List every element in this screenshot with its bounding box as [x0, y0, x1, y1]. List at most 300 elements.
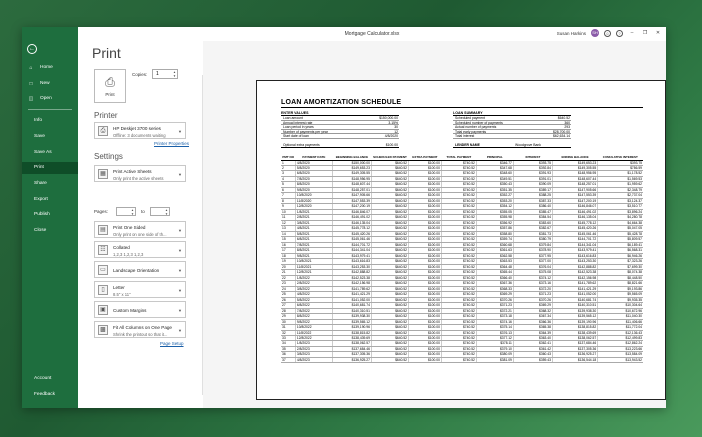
table-cell: $100.00 — [409, 209, 442, 214]
table-cell: $3,124.37 — [598, 198, 643, 203]
optional-extra-payments: Optional extra payments $100.00 — [283, 143, 398, 147]
fit-page-icon: ▩ — [98, 325, 108, 335]
table-cell: $142,523.38 — [332, 275, 371, 280]
enter-values-heading: ENTER VALUES — [281, 111, 399, 116]
table-cell: $140,310.51 — [332, 308, 371, 313]
table-cell: 2/8/2022 — [295, 281, 332, 286]
table-cell: 5/8/2020 — [295, 165, 332, 170]
column-header: PMT NO — [281, 149, 295, 160]
table-cell: $137,684.46 — [552, 341, 597, 346]
table-cell: $640.52 — [371, 264, 408, 269]
back-arrow-icon[interactable]: ← — [29, 46, 35, 52]
nav-print[interactable]: Print — [22, 162, 78, 174]
table-cell: $100.00 — [409, 248, 442, 253]
table-cell: $381.09 — [476, 357, 513, 362]
pane-divider — [202, 75, 203, 395]
table-cell: $9,935.35 — [598, 297, 643, 302]
table-cell: 12/8/2020 — [295, 204, 332, 209]
table-cell: $740.52 — [441, 215, 476, 220]
table-cell: $640.52 — [371, 187, 408, 192]
table-cell: $360.43 — [513, 352, 552, 357]
table-cell: $1,178.52 — [598, 171, 643, 176]
table-cell: $381.73 — [513, 231, 552, 236]
table-cell: $138,439.69 — [332, 336, 371, 341]
table-cell: 3/8/2021 — [295, 220, 332, 225]
table-cell: 10/8/2021 — [295, 259, 332, 264]
chevron-down-icon: ▼ — [178, 228, 182, 233]
table-cell: $100.00 — [409, 336, 442, 341]
table-cell: $376.04 — [513, 264, 552, 269]
table-cell: $100.00 — [409, 264, 442, 269]
print-button[interactable]: ⎙ Print — [94, 69, 126, 103]
table-cell: 4/8/2021 — [295, 226, 332, 231]
landscape-icon: ▭ — [98, 265, 108, 275]
print-what-select[interactable]: ▦ Print Active Sheets Only print the active sheets ▼ — [94, 165, 186, 182]
enter-values-row: Annual interest rate 3.15% — [283, 120, 398, 125]
enter-values-block — [281, 111, 399, 139]
table-cell: $740.52 — [441, 176, 476, 181]
table-cell: $1,569.53 — [598, 176, 643, 181]
schedule-title: LOAN AMORTIZATION SCHEDULE — [281, 99, 402, 106]
table-cell: $740.52 — [441, 226, 476, 231]
enter-values-row: Start date of loan 4/8/2020 — [283, 134, 398, 139]
table-cell: $365.38 — [513, 325, 552, 330]
table-cell: $100.00 — [409, 286, 442, 291]
printer-icon: ⎙ — [105, 75, 115, 89]
printer-properties-link[interactable]: Printer Properties — [154, 141, 190, 146]
table-cell: $359.74 — [476, 237, 513, 242]
table-cell: $379.10 — [476, 346, 513, 351]
table-cell: 13 — [281, 226, 295, 231]
table-cell: $1,959.62 — [598, 182, 643, 187]
table-cell: $367.36 — [476, 281, 513, 286]
table-cell: $640.52 — [371, 160, 408, 165]
table-cell: $141,789.62 — [552, 281, 597, 286]
table-cell: $100.00 — [409, 215, 442, 220]
help-icon[interactable]: ? — [616, 30, 623, 37]
table-cell: $143,979.41 — [332, 253, 371, 258]
table-cell: 17 — [281, 248, 295, 253]
table-cell: $373.16 — [513, 281, 552, 286]
table-cell: $355.98 — [476, 215, 513, 220]
nav-home[interactable]: ⌂ Home — [29, 65, 53, 71]
table-cell: $136,925.27 — [332, 357, 371, 362]
avatar[interactable]: SH — [592, 30, 598, 35]
table-cell: $380.09 — [476, 352, 513, 357]
table-cell: $100.00 — [409, 281, 442, 286]
table-cell: $640.52 — [371, 319, 408, 324]
nav-save-as[interactable]: Save As — [34, 150, 52, 155]
table-cell: $740.52 — [441, 352, 476, 357]
table-cell: $349.51 — [476, 176, 513, 181]
table-cell: $100.00 — [409, 275, 442, 280]
table-cell: $6,189.41 — [598, 242, 643, 247]
table-cell: $364.48 — [476, 264, 513, 269]
close-icon[interactable]: ✕ — [655, 30, 661, 36]
table-cell: $740.52 — [441, 160, 476, 165]
table-cell: $147,200.19 — [552, 198, 597, 203]
table-cell: $370.26 — [513, 297, 552, 302]
table-cell: $740.52 — [441, 357, 476, 362]
table-cell: $740.52 — [441, 341, 476, 346]
table-cell: $378.90 — [513, 248, 552, 253]
table-cell: $393.75 — [598, 160, 643, 165]
table-cell: $8,448.50 — [598, 275, 643, 280]
home-icon: ⌂ — [29, 65, 33, 71]
enter-values-row: Loan amount $150,000.00 — [283, 116, 398, 120]
table-cell: 21 — [281, 270, 295, 275]
table-cell: $143,616.83 — [332, 259, 371, 264]
chevron-down-icon: ▼ — [178, 268, 182, 273]
orientation-select[interactable]: ▭ Landscape Orientation ▼ — [94, 261, 186, 278]
loan-summary-row: Total early payments $28,700.00 — [455, 129, 570, 134]
table-cell: $640.52 — [371, 314, 408, 319]
minimize-icon[interactable]: – — [630, 30, 634, 36]
table-cell: $10,304.64 — [598, 303, 643, 308]
table-cell: $391.93 — [513, 171, 552, 176]
table-cell: $740.52 — [441, 182, 476, 187]
excel-window — [22, 27, 666, 408]
table-cell: $372.20 — [513, 286, 552, 291]
table-cell: $100.00 — [409, 176, 442, 181]
loan-summary-row: Scheduled payment $640.52 — [455, 116, 570, 120]
table-cell: $145,778.12 — [332, 226, 371, 231]
table-header — [281, 149, 643, 160]
table-cell: $100.00 — [409, 292, 442, 297]
table-cell: $640.52 — [371, 171, 408, 176]
table-cell: $11,040.30 — [598, 314, 643, 319]
table-cell: $740.52 — [441, 248, 476, 253]
smiley-icon[interactable]: ☺ — [605, 30, 610, 36]
print-preview-page — [256, 80, 666, 400]
page-setup-link[interactable]: Page Setup — [160, 341, 184, 346]
table-cell: 8/8/2022 — [295, 314, 332, 319]
table-cell: $144,701.72 — [552, 237, 597, 242]
table-cell: $147,905.66 — [332, 193, 371, 198]
table-cell: 10/8/2022 — [295, 325, 332, 330]
table-cell: $2,737.04 — [598, 193, 643, 198]
table-cell: 12/8/2022 — [295, 336, 332, 341]
table-cell: 4/8/2020 — [295, 160, 332, 165]
table-cell: $148,956.95 — [552, 171, 597, 176]
table-cell: $740.52 — [441, 330, 476, 335]
table-cell: $640.52 — [371, 215, 408, 220]
table-cell: $141,052.00 — [552, 292, 597, 297]
page-from-input[interactable]: ▲ ▼ — [116, 207, 136, 216]
table-cell: $11,772.04 — [598, 325, 643, 330]
table-cell: $740.52 — [441, 204, 476, 209]
print-pane — [78, 41, 666, 408]
table-cell: $369.29 — [513, 303, 552, 308]
table-cell: $640.52 — [371, 248, 408, 253]
table-cell: $140,310.51 — [552, 303, 597, 308]
table-cell: 12/8/2021 — [295, 270, 332, 275]
table-cell: $144,341.04 — [332, 248, 371, 253]
copies-label: Copies: — [132, 72, 148, 77]
copies-stepper[interactable]: 1 ▲ ▼ — [152, 69, 178, 79]
scaling-select[interactable]: ▩ Fit All Columns on One Page Shrink the printout so that it... ▼ — [94, 321, 186, 338]
table-cell: $786.59 — [598, 165, 643, 170]
table-cell: $149,305.55 — [332, 171, 371, 176]
table-cell: $640.52 — [371, 341, 408, 346]
table-cell: $367.34 — [513, 314, 552, 319]
table-cell: $640.52 — [371, 182, 408, 187]
table-cell: $640.52 — [371, 346, 408, 351]
table-cell: 20 — [281, 264, 295, 269]
column-header: SCHEDULED PAYMENT — [371, 149, 408, 160]
table-cell: 2 — [281, 165, 295, 170]
table-cell: 3/8/2022 — [295, 286, 332, 291]
table-cell: $3,510.77 — [598, 204, 643, 209]
paper-icon: ▯ — [98, 285, 108, 295]
table-cell: $7,323.26 — [598, 259, 643, 264]
table-cell: $6,946.26 — [598, 253, 643, 258]
table-cell: 18 — [281, 253, 295, 258]
new-doc-icon: □ — [29, 81, 33, 87]
one-sided-icon: ▤ — [98, 225, 108, 235]
table-cell: $740.52 — [441, 171, 476, 176]
table-cell: $740.52 — [441, 237, 476, 242]
table-cell: $100.00 — [409, 220, 442, 225]
nav-share[interactable]: Share — [34, 181, 47, 186]
table-cell: 7/8/2022 — [295, 308, 332, 313]
table-cell: $640.52 — [371, 292, 408, 297]
table-cell: $141,421.29 — [332, 292, 371, 297]
table-cell: $640.52 — [371, 242, 408, 247]
table-cell: $5,428.78 — [598, 231, 643, 236]
table-cell: $100.00 — [409, 357, 442, 362]
table-cell: $640.52 — [371, 253, 408, 258]
nav-divider — [28, 109, 72, 110]
table-cell: $348.60 — [476, 171, 513, 176]
table-cell: 10 — [281, 209, 295, 214]
page-to-input[interactable]: ▲ ▼ — [150, 207, 170, 216]
table-cell: $374.12 — [513, 275, 552, 280]
table-cell: $376.13 — [476, 330, 513, 335]
chevron-down-icon: ▼ — [178, 129, 182, 134]
table-cell: $740.52 — [441, 319, 476, 324]
table-cell: 11/8/2022 — [295, 330, 332, 335]
table-cell: $100.00 — [409, 165, 442, 170]
to-label: to — [141, 209, 145, 214]
printer-icon: ⎙ — [98, 126, 108, 136]
table-cell: $740.52 — [441, 231, 476, 236]
table-cell: $141,052.00 — [332, 297, 371, 302]
table-cell: $740.52 — [441, 281, 476, 286]
table-cell: $360.68 — [476, 242, 513, 247]
settings-heading: Settings — [94, 152, 123, 161]
nav-export[interactable]: Export — [34, 197, 48, 202]
nav-feedback[interactable]: Feedback — [34, 392, 56, 397]
table-cell: $382.67 — [513, 226, 552, 231]
column-header: BEGINNING BALANCE — [332, 149, 371, 160]
table-cell: $9,565.09 — [598, 292, 643, 297]
table-cell: $138,815.82 — [552, 325, 597, 330]
table-cell: $347.68 — [476, 165, 513, 170]
chevron-down-icon: ▼ — [178, 328, 182, 333]
table-cell: $378.11 — [476, 341, 513, 346]
table-cell: $146,846.07 — [552, 204, 597, 209]
table-cell: $7,699.30 — [598, 264, 643, 269]
loan-summary-heading: LOAN SUMMARY — [453, 111, 571, 116]
table-cell: 7 — [281, 193, 295, 198]
table-cell: $142,156.98 — [552, 275, 597, 280]
table-cell: $740.52 — [441, 187, 476, 192]
table-cell: $366.40 — [476, 275, 513, 280]
table-cell: $149,653.23 — [552, 160, 597, 165]
table-cell: $387.33 — [513, 198, 552, 203]
nav-account[interactable]: Account — [34, 376, 52, 381]
collated-icon: ☷ — [98, 245, 108, 255]
table-cell: 25 — [281, 292, 295, 297]
table-cell: $740.52 — [441, 220, 476, 225]
table-cell: 12 — [281, 220, 295, 225]
column-header: PRINCIPAL — [476, 149, 513, 160]
table-cell: $8,074.38 — [598, 270, 643, 275]
loan-summary-row: Total interest $62,634.14 — [455, 134, 570, 139]
table-cell: $740.52 — [441, 193, 476, 198]
loan-summary-row: Actual number of payments 293 — [455, 125, 570, 130]
sides-select[interactable]: ▤ Print One Sided Only print on one side of th... ▼ — [94, 221, 186, 238]
table-cell: $393.75 — [513, 160, 552, 165]
nav-info[interactable]: Info — [34, 118, 43, 123]
table-cell: $740.52 — [441, 264, 476, 269]
table-cell: 8/8/2020 — [295, 182, 332, 187]
table-cell: 22 — [281, 275, 295, 280]
table-cell: $13,584.09 — [598, 352, 643, 357]
table-cell: $372.21 — [476, 308, 513, 313]
table-cell: $143,616.83 — [552, 253, 597, 258]
nav-save[interactable]: Save — [34, 134, 45, 139]
table-cell: $391.01 — [513, 176, 552, 181]
table-cell: $640.52 — [371, 281, 408, 286]
table-cell: $346.77 — [476, 160, 513, 165]
margins-select[interactable]: ▣ Custom Margins ▼ — [94, 301, 186, 318]
nav-publish[interactable]: Publish — [34, 212, 50, 217]
table-cell: $143,253.30 — [552, 259, 597, 264]
loan-summary-row: Scheduled number of payments 360 — [455, 120, 570, 125]
table-cell: $100.00 — [409, 204, 442, 209]
table-cell: $137,305.36 — [332, 352, 371, 357]
table-cell: 36 — [281, 352, 295, 357]
table-cell: 11/8/2021 — [295, 264, 332, 269]
amortization-table — [281, 149, 643, 363]
table-cell: $362.41 — [513, 341, 552, 346]
table-row — [281, 357, 643, 362]
table-cell: 2/8/2021 — [295, 215, 332, 220]
table-cell: $374.16 — [476, 319, 513, 324]
collation-select[interactable]: ☷ Collated 1,2,3 1,2,3 1,2,3 ▼ — [94, 241, 186, 258]
table-cell: $139,938.30 — [552, 308, 597, 313]
table-cell: $358.80 — [476, 231, 513, 236]
table-cell: $138,439.69 — [552, 330, 597, 335]
table-cell: $354.12 — [476, 204, 513, 209]
table-cell: 23 — [281, 281, 295, 286]
table-cell: $142,888.82 — [552, 264, 597, 269]
table-cell: $146,491.02 — [552, 209, 597, 214]
enter-values-row: Loan period in years 30 — [283, 125, 398, 130]
table-cell: $100.00 — [409, 237, 442, 242]
table-cell: $139,938.30 — [332, 314, 371, 319]
nav-open[interactable]: ◫ Open — [28, 96, 52, 102]
table-cell: $139,190.96 — [552, 319, 597, 324]
table-cell: $100.00 — [409, 352, 442, 357]
printer-heading: Printer — [94, 111, 118, 120]
printer-select[interactable]: ⎙ HP Deskjet 3700 series Offline: 3 documents waiting ▼ — [94, 122, 186, 139]
table-cell: $9,193.86 — [598, 286, 643, 291]
spinner-icon[interactable]: ▲ ▼ — [173, 70, 176, 78]
table-cell: 19 — [281, 259, 295, 264]
page-title: Print — [92, 45, 121, 61]
table-cell: $138,062.57 — [332, 341, 371, 346]
table-cell: $740.52 — [441, 286, 476, 291]
table-cell: $390.09 — [513, 182, 552, 187]
paper-size-select[interactable]: ▯ Letter 8.5" x 11" ▼ — [94, 281, 186, 298]
table-cell: $100.00 — [409, 187, 442, 192]
table-cell: $100.00 — [409, 270, 442, 275]
table-cell: $3,896.24 — [598, 209, 643, 214]
table-cell: $388.25 — [513, 193, 552, 198]
table-cell: $144,341.04 — [552, 242, 597, 247]
table-cell: $640.52 — [371, 297, 408, 302]
table-cell: 33 — [281, 336, 295, 341]
table-cell: $377.00 — [513, 259, 552, 264]
table-cell: $392.84 — [513, 165, 552, 170]
table-cell: 5 — [281, 182, 295, 187]
table-cell: 1/8/2023 — [295, 341, 332, 346]
table-cell: $740.52 — [441, 325, 476, 330]
table-cell: $100.00 — [409, 231, 442, 236]
table-cell: $640.52 — [371, 357, 408, 362]
table-cell: $740.52 — [441, 165, 476, 170]
restore-icon[interactable]: ❐ — [642, 30, 648, 36]
chevron-down-icon: ▼ — [178, 288, 182, 293]
table-cell: $740.52 — [441, 259, 476, 264]
table-cell: $740.52 — [441, 270, 476, 275]
chevron-down-icon: ▼ — [178, 248, 182, 253]
table-cell: $13,223.66 — [598, 346, 643, 351]
nav-close[interactable]: Close — [34, 228, 47, 233]
nav-new[interactable]: □ New — [29, 81, 50, 87]
table-cell: 6/8/2020 — [295, 171, 332, 176]
table-cell: $148,257.01 — [332, 187, 371, 192]
table-body — [281, 160, 643, 363]
column-header: PAYMENT DATE — [295, 149, 332, 160]
table-cell: 14 — [281, 231, 295, 236]
title-bar-controls — [557, 29, 662, 37]
table-cell: $359.43 — [513, 357, 552, 362]
table-cell: $139,565.12 — [332, 319, 371, 324]
table-cell: $640.52 — [371, 226, 408, 231]
lender-name: LENDER NAME Woodgrove Bank — [453, 143, 571, 148]
table-cell: $640.52 — [371, 308, 408, 313]
table-cell: $386.40 — [513, 204, 552, 209]
folder-icon: ◫ — [28, 96, 34, 102]
table-cell: 9/8/2022 — [295, 319, 332, 324]
user-name[interactable]: Susan Harkins — [556, 30, 586, 36]
table-cell: $368.33 — [476, 286, 513, 291]
table-cell: $640.52 — [371, 198, 408, 203]
table-cell: $640.52 — [371, 220, 408, 225]
backstage-sidebar — [22, 27, 78, 408]
table-cell: 9 — [281, 204, 295, 209]
table-cell: $640.52 — [371, 303, 408, 308]
title-bar — [78, 27, 666, 41]
table-cell: $369.29 — [476, 292, 513, 297]
table-cell: $100.00 — [409, 297, 442, 302]
table-cell: $143,253.30 — [332, 264, 371, 269]
table-cell: $384.54 — [513, 215, 552, 220]
